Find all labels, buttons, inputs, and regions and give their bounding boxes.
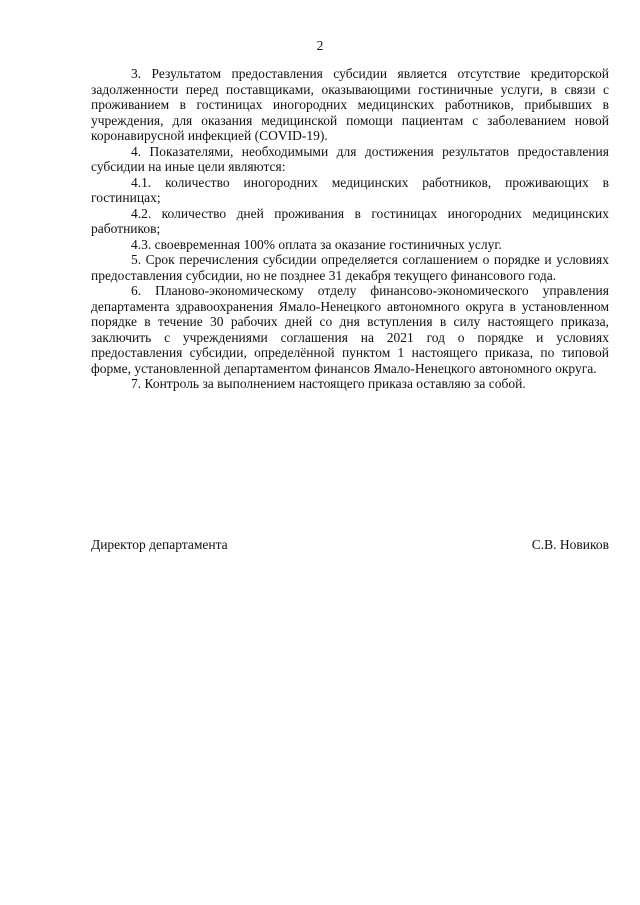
paragraph-4-3: 4.3. своевременная 100% оплата за оказание гостиничных услуг. [131, 236, 502, 252]
paragraph-5: 5. Срок перечисления субсидии определяется соглашением о порядке и условиях предоставления субсидии, но не позднее 31 декабря текущего финансового года. [91, 252, 609, 283]
signatory-name: С.В. Новиков [531, 537, 609, 552]
paragraph-7: 7. Контроль за выполнением настоящего приказа оставляю за собой. [131, 376, 526, 391]
page-number: 2 [316, 38, 324, 53]
paragraph-6: 6. Планово-экономическому отделу финансово-экономического управления департамента здравоохранения Ямало-Ненецкого автономного округа в установленном порядке в течение 30 рабочих дней со дня вступления в силу настоящего приказа, заключить с учреждениями соглашения на 2021 год о порядке и условиях предоставления субсидии, определённой пунктом 1 настоящего приказа, по типовой форме, установленной департаментом финансов Ямало-Ненецкого автономного округа. [91, 283, 609, 376]
signatory-position: Директор департамента [91, 537, 228, 552]
document-body [91, 66, 609, 392]
paragraph-4-2: 4.2. количество дней проживания в гостиницах иногородних медицинских работников; [91, 205, 609, 236]
paragraph-3: 3. Результатом предоставления субсидии является отсутствие кредиторской задолженности перед поставщиками, оказывающими гостиничные услуги, в связи с проживанием в гостиницах иногородних медицинских работников, прибывших в учреждения, для оказания медицинской помощи пациентам с заболеванием новой коронавирусной инфекцией (COVID-19). [91, 66, 609, 143]
signature-block [91, 537, 609, 553]
paragraph-4: 4. Показателями, необходимыми для достижения результатов предоставления субсидии на иные цели являются: [91, 143, 609, 174]
paragraph-4-1: 4.1. количество иногородних медицинских работников, проживающих в гостиницах; [91, 174, 609, 205]
